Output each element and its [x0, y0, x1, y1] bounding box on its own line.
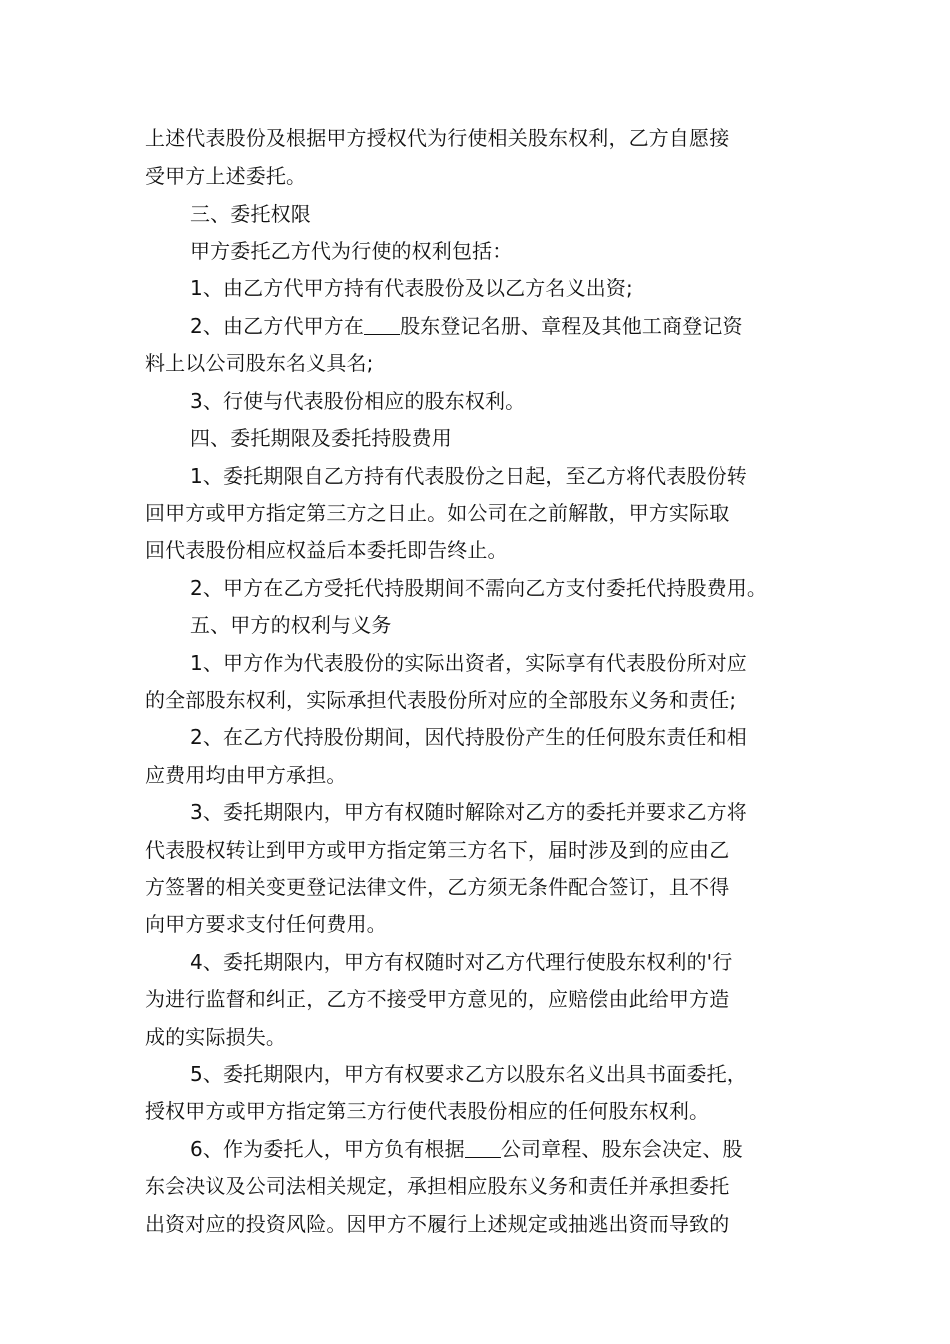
section-heading: 五、甲方的权利与义务 [190, 613, 392, 637]
list-item: 2、在乙方代持股份期间，因代持股份产生的任何股东责任和相 [190, 725, 747, 749]
list-item: 5、委托期限内，甲方有权要求乙方以股东名义出具书面委托， [190, 1062, 747, 1086]
list-item: 3、委托期限内，甲方有权随时解除对乙方的委托并要求乙方将 [190, 800, 747, 824]
list-item: 1、甲方作为代表股份的实际出资者，实际享有代表股份所对应 [190, 651, 747, 675]
list-item: 1、由乙方代甲方持有代表股份及以乙方名义出资; [190, 276, 633, 300]
paragraph-line: 为进行监督和纠正，乙方不接受甲方意见的，应赔偿由此给甲方造 [145, 987, 730, 1011]
paragraph-line: 上述代表股份及根据甲方授权代为行使相关股东权利，乙方自愿接 [145, 126, 730, 150]
list-item-text: 股东登记名册、章程及其他工商登记资 [400, 314, 743, 338]
paragraph-line: 应费用均由甲方承担。 [145, 763, 347, 787]
paragraph-line: 回代表股份相应权益后本委托即告终止。 [145, 538, 508, 562]
paragraph-line: 授权甲方或甲方指定第三方行使代表股份相应的任何股东权利。 [145, 1099, 710, 1123]
fill-in-blank [364, 316, 400, 335]
list-item: 1、委托期限自乙方持有代表股份之日起，至乙方将代表股份转 [190, 464, 747, 488]
list-item-text: 2、由乙方代甲方在 [190, 314, 365, 338]
list-item-text: 6、作为委托人，甲方负有根据 [190, 1137, 465, 1161]
paragraph-line: 东会决议及公司法相关规定，承担相应股东义务和责任并承担委托 [145, 1174, 730, 1198]
paragraph-line: 代表股权转让到甲方或甲方指定第三方名下，届时涉及到的应由乙 [145, 838, 730, 862]
paragraph-line: 甲方委托乙方代为行使的权利包括： [190, 239, 513, 263]
list-item: 4、委托期限内，甲方有权随时对乙方代理行使股东权利的'行 [190, 950, 733, 974]
list-item [190, 1136, 743, 1162]
paragraph-line: 成的实际损失。 [145, 1025, 287, 1049]
section-heading: 四、委托期限及委托持股费用 [190, 426, 452, 450]
paragraph-line: 料上以公司股东名义具名; [145, 351, 374, 375]
paragraph-line: 出资对应的投资风险。因甲方不履行上述规定或抽逃出资而导致的 [145, 1212, 730, 1236]
paragraph-line: 向甲方要求支付任何费用。 [145, 912, 387, 936]
paragraph-line: 方签署的相关变更登记法律文件，乙方须无条件配合签订，且不得 [145, 875, 730, 899]
paragraph-line: 受甲方上述委托。 [145, 164, 307, 188]
list-item-text: 公司章程、股东会决定、股 [500, 1137, 743, 1161]
section-heading: 三、委托权限 [190, 202, 311, 226]
fill-in-blank [465, 1139, 501, 1158]
paragraph-line: 的全部股东权利，实际承担代表股份所对应的全部股东义务和责任; [145, 688, 737, 712]
list-item [190, 313, 743, 339]
list-item: 3、行使与代表股份相应的股东权利。 [190, 389, 526, 413]
list-item: 2、甲方在乙方受托代持股期间不需向乙方支付委托代持股费用。 [190, 576, 768, 600]
paragraph-line: 回甲方或甲方指定第三方之日止。如公司在之前解散，甲方实际取 [145, 501, 730, 525]
